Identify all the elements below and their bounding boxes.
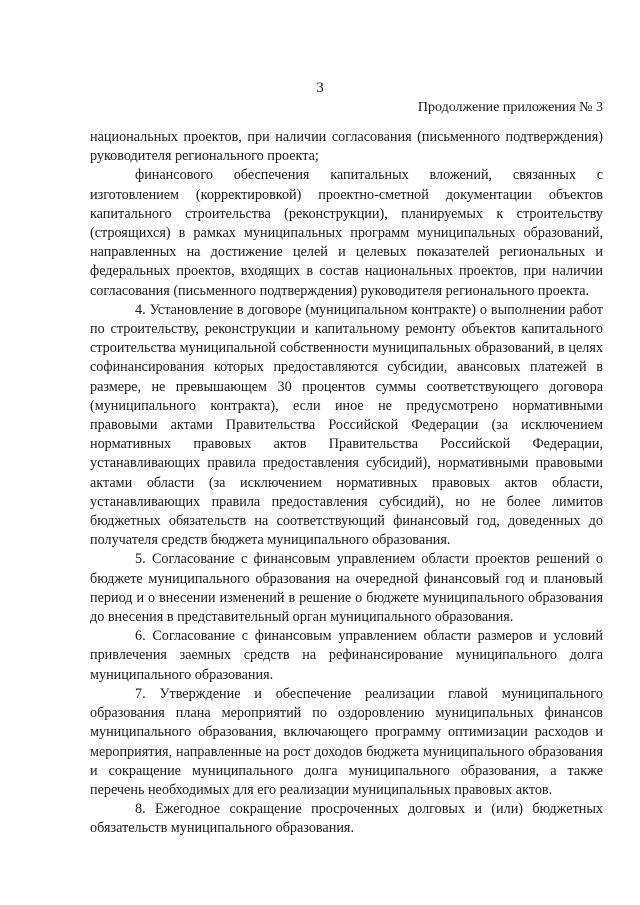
paragraph: 7. Утверждение и обеспечение реализации главой муниципального образования плана мероприятий по оздоровлению муниципальных финансов муниципального образования, включающего программу оптимизации расходов и мероприятия, направленные на рост доходов бюджета муниципального образования и сокращение муниципального долга муниципального образования, а также перечень необходимых для его реализации муниципальных правовых актов.	[90, 685, 603, 798]
page-number: 3	[316, 80, 324, 96]
paragraph: 4. Установление в договоре (муниципальном контракте) о выполнении работ по строительству, реконструкции и капитальному ремонту объектов капитального строительства муниципальной собственности муниципальных образований, в целях софинансирования которых предоставляются субсидии, авансовых платежей в размере, не превышающем 30 процентов суммы соответствующего договора (муниципального контракта), если иное не предусмотрено нормативными правовыми актами Правительства Российской Федерации (за исключением нормативных правовых актов Правительства Российской Федерации, устанавливающих правила предоставления субсидий), нормативными правовыми актами области (за исключением нормативных правовых актов области, устанавливающих правила предоставления субсидий), но не более лимитов бюджетных обязательств на соответствующий финансовый год, доведенных до получателя средств бюджета муниципального образования.	[90, 301, 603, 549]
paragraph: 8. Ежегодное сокращение просроченных долговых и (или) бюджетных обязательств муниципального образования.	[90, 801, 603, 837]
paragraph: 5. Согласование с финансовым управлением области проектов решений о бюджете муниципального образования на очередной финансовый год и плановый период и о внесении изменений в решение о бюджете муниципального образования до внесения в представительный орган муниципального образования.	[90, 551, 603, 626]
paragraph: 6. Согласование с финансовым управлением области размеров и условий привлечения заемных средств на рефинансирование муниципального долга муниципального образования.	[90, 628, 603, 683]
paragraph: финансового обеспечения капитальных вложений, связанных с изготовлением (корректировкой) проектно-сметной документации объектов капитального строительства (реконструкции), планируемых к строительству (строящихся) в рамках муниципальных программ муниципальных образований, направленных на достижение целей и целевых показателей региональных и федеральных проектов, входящих в состав национальных проектов, при наличии согласования (письменного подтверждения) руководителя регионального проекта.	[90, 167, 603, 299]
appendix-continuation-label: Продолжение приложения № 3	[417, 100, 603, 115]
document-body	[90, 128, 603, 839]
paragraph: национальных проектов, при наличии согласования (письменного подтверждения) руководителя регионального проекта;	[90, 129, 603, 165]
